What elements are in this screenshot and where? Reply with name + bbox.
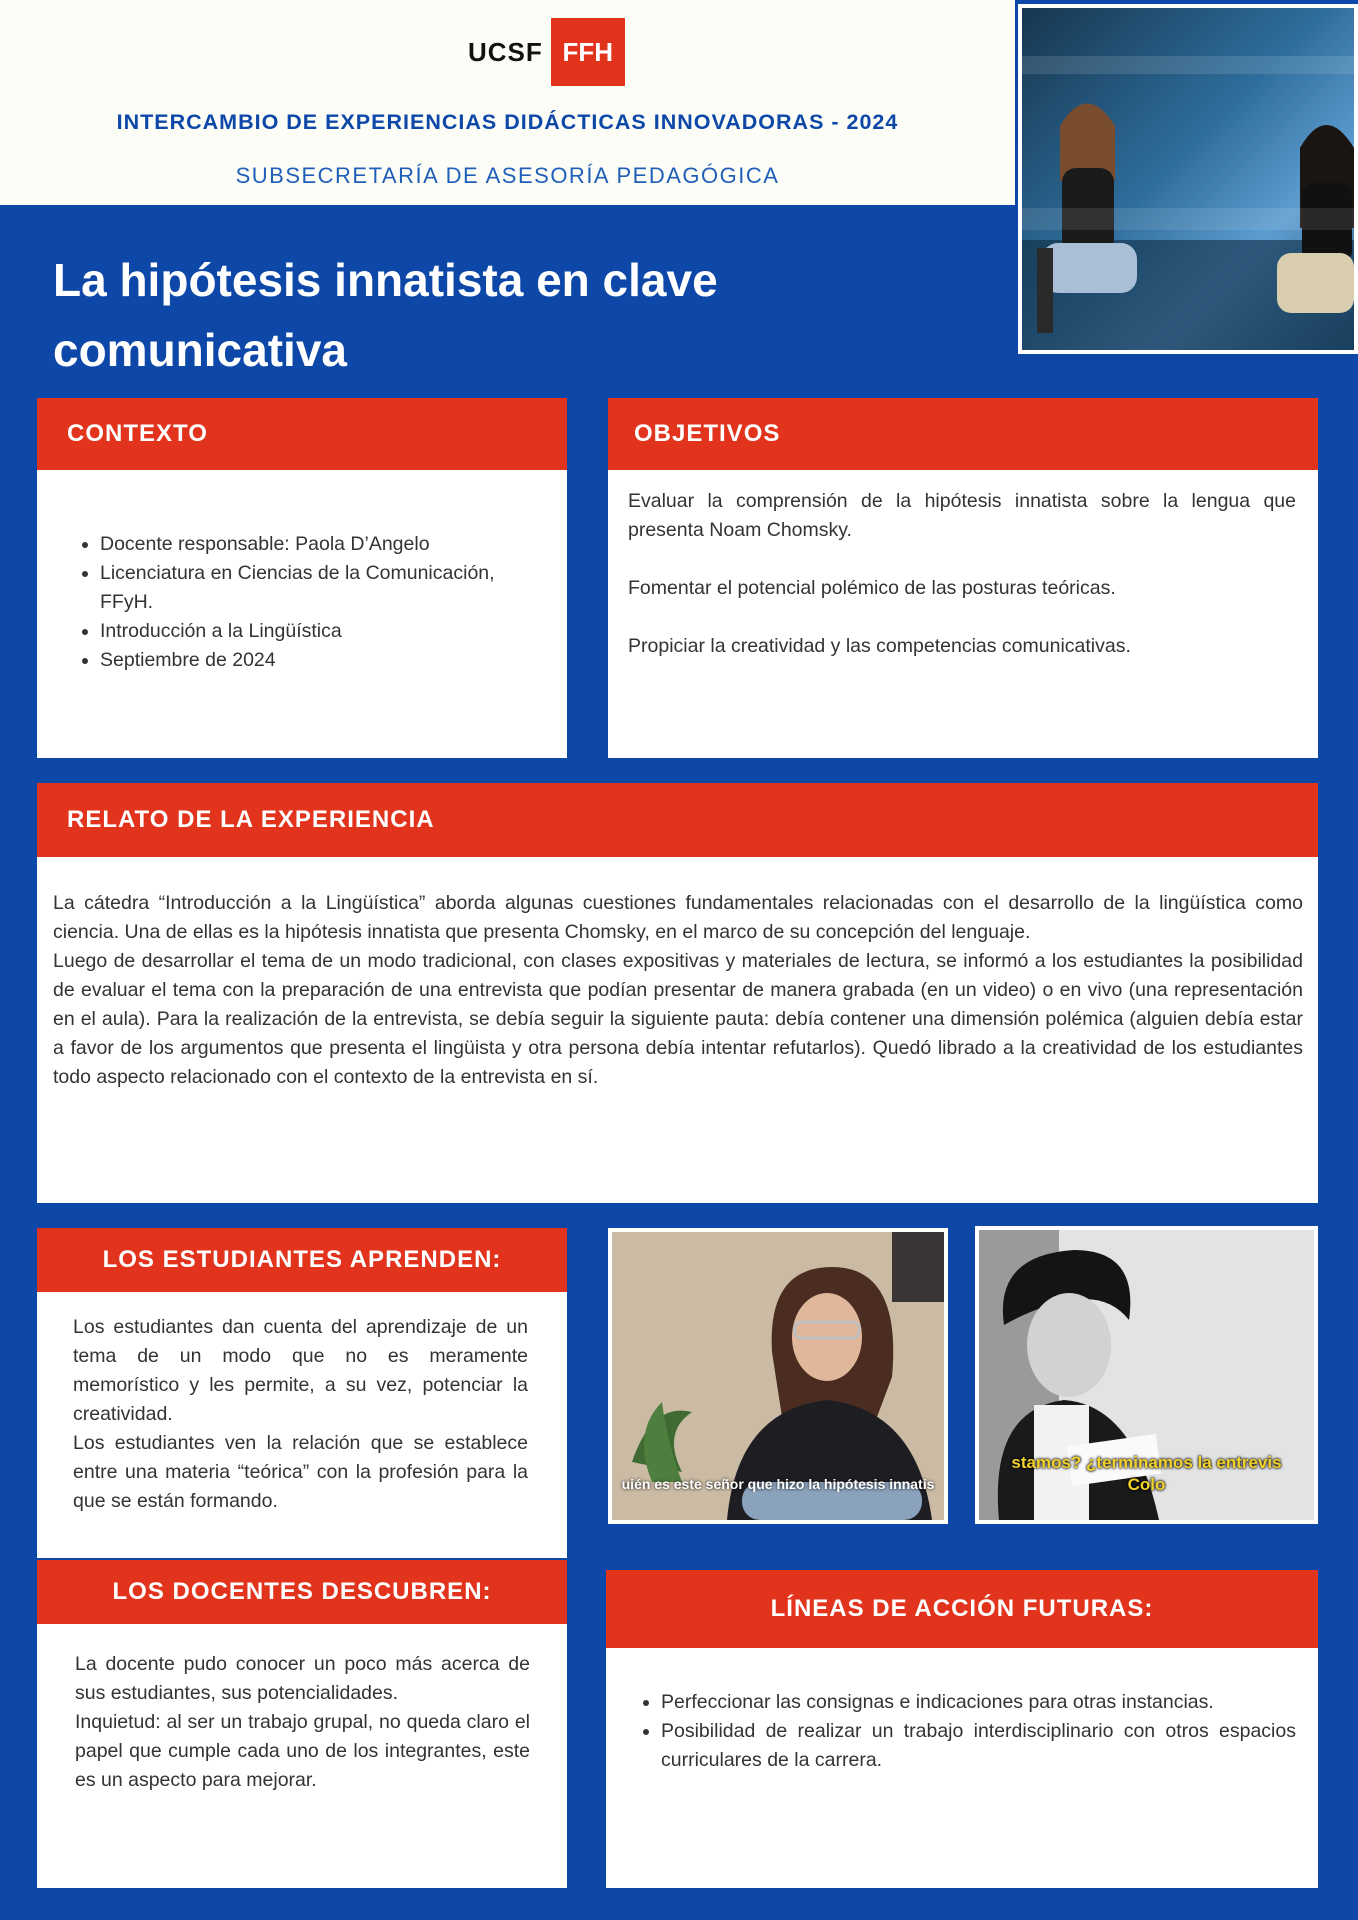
aprenden-paragraph: Los estudiantes dan cuenta del aprendizaje de un tema de un modo que no es meramente memorístico y les permite, a su vez, potenciar la creatividad. [73,1316,528,1425]
event-subtitle: SUBSECRETARÍA DE ASESORÍA PEDAGÓGICA [235,163,780,188]
objetivo-paragraph: Fomentar el potencial polémico de las posturas teóricas. [628,577,1116,599]
video-caption: uién es este señor que hizo la hipótesis innatis [621,1476,935,1492]
video-caption-line: stamos? ¿terminamos la entrevis [1011,1453,1282,1472]
objetivos-heading [608,398,1318,470]
logo-ffh-box: FFH [551,18,625,86]
list-item: • Introducción a la Lingüística [100,617,535,646]
lineas-card [606,1570,1318,1888]
page-title: La hipótesis innatista en clave comunicativa [53,254,718,376]
event-title: INTERCAMBIO DE EXPERIENCIAS DIDÁCTICAS INNOVADORAS - 2024 [116,110,899,134]
aprenden-card [37,1228,567,1558]
objetivos-heading-text: OBJETIVOS [634,420,781,447]
list-item: • Septiembre de 2024 [100,646,535,675]
interview-stage-photo [1018,4,1358,354]
student-video-photo-1 [608,1228,948,1524]
relato-paragraph: Luego de desarrollar el tema de un modo tradicional, con clases expositivas y materiales de lectura, se informó a los estudiantes la posibilidad de evaluar el tema con la preparación de una entrevista que podían presentar de manera grabada (en un video) o en vivo (una representación en el aula). Para la realización de la entrevista, se debía seguir la siguiente pauta: debía contener una dimensión polémica (alguien debía estar a favor de los argumentos que presenta el lingüista y otra persona debía intentar refutarlos). Quedó librado a la creatividad de los estudiantes todo aspecto relacionado con el contexto de la entrevista en sí. [53,950,1303,1088]
descubren-heading-text: LOS DOCENTES DESCUBREN: [112,1578,492,1605]
logo-ucsf-text: UCSF [468,36,543,67]
video-caption-line: Colo [1127,1475,1166,1494]
aprenden-heading [37,1228,567,1292]
student-video-photo-2 [975,1226,1318,1524]
list-item: • Licenciatura en Ciencias de la Comunicación, FFyH. [100,559,535,617]
lineas-list [626,1688,1296,1775]
objetivo-paragraph: Propiciar la creatividad y las competencias comunicativas. [628,635,1131,657]
relato-heading-text: RELATO DE LA EXPERIENCIA [67,806,435,833]
list-item: • Docente responsable: Paola D’Angelo [100,530,535,559]
aprenden-heading-text: LOS ESTUDIANTES APRENDEN: [102,1246,502,1273]
relato-heading [37,783,1318,857]
contexto-card [37,398,567,758]
ucsf-ffh-logo [468,18,625,86]
objetivo-paragraph: Evaluar la comprensión de la hipótesis innatista sobre la lengua que presenta Noam Chomsky. [628,490,1296,541]
contexto-heading-text: CONTEXTO [67,420,208,447]
list-item: • Perfeccionar las consignas e indicaciones para otras instancias. [661,1688,1296,1717]
lineas-heading-text: LÍNEAS DE ACCIÓN FUTURAS: [770,1595,1154,1622]
descubren-body [75,1650,530,1795]
relato-card [37,783,1318,1203]
aprenden-paragraph: Los estudiantes ven la relación que se establece entre una materia “teórica” con la profesión para la que se están formando. [73,1432,528,1512]
video-caption [979,1452,1314,1496]
header-band [0,0,1015,205]
contexto-list [65,530,535,675]
descubren-heading [37,1560,567,1624]
lineas-heading [606,1570,1318,1648]
list-item: • Posibilidad de realizar un trabajo interdisciplinario con otros espacios curriculares de la carrera. [661,1717,1296,1775]
descubren-paragraph: Inquietud: al ser un trabajo grupal, no queda claro el papel que cumple cada uno de los integrantes, este es un aspecto para mejorar. [75,1711,530,1791]
relato-paragraph: La cátedra “Introducción a la Lingüística” aborda algunas cuestiones fundamentales relacionadas con el desarrollo de la lingüística como ciencia. Una de ellas es la hipótesis innatista que presenta Chomsky, en el marco de su concepción del lenguaje. [53,892,1303,943]
contexto-body [65,530,535,675]
lineas-body [626,1688,1296,1775]
relato-body [53,889,1303,1092]
contexto-heading [37,398,567,470]
aprenden-body [73,1313,528,1516]
descubren-paragraph: La docente pudo conocer un poco más acerca de sus estudiantes, sus potencialidades. [75,1653,530,1704]
objetivos-card [608,398,1318,758]
descubren-card [37,1560,567,1888]
objetivos-body [628,487,1296,661]
